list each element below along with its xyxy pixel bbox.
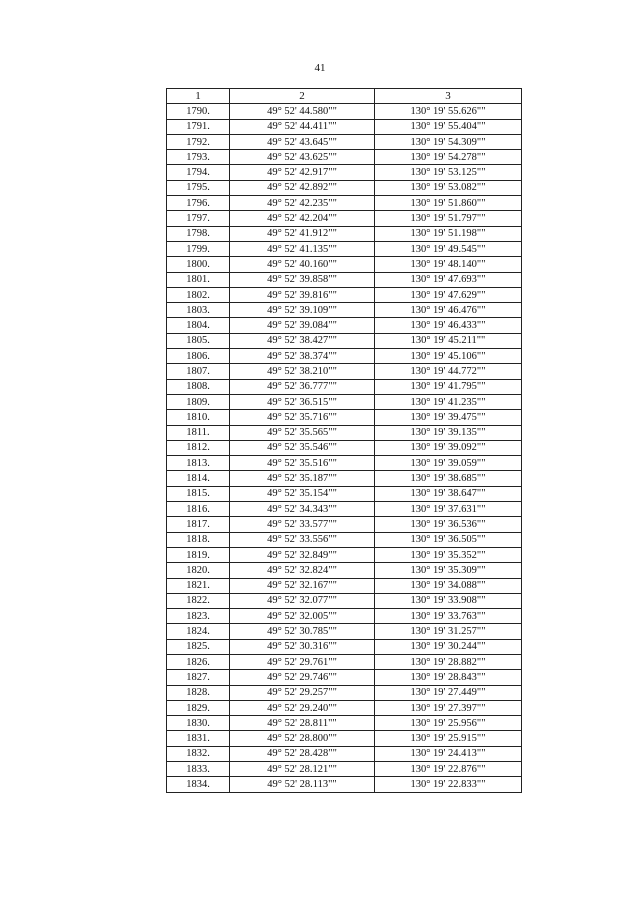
point-number-cell: 1829.: [167, 700, 230, 715]
latitude-cell: 49° 52' 28.811"": [230, 716, 375, 731]
table-row: [167, 456, 522, 471]
longitude-cell: 130° 19' 44.772"": [375, 364, 522, 379]
longitude-cell: 130° 19' 38.647"": [375, 486, 522, 501]
latitude-cell: 49° 52' 34.343"": [230, 502, 375, 517]
longitude-cell: 130° 19' 31.257"": [375, 624, 522, 639]
longitude-cell: 130° 19' 53.125"": [375, 165, 522, 180]
latitude-cell: 49° 52' 29.257"": [230, 685, 375, 700]
point-number-cell: 1801.: [167, 272, 230, 287]
latitude-cell: 49° 52' 36.777"": [230, 379, 375, 394]
table-row: [167, 762, 522, 777]
point-number-cell: 1808.: [167, 379, 230, 394]
longitude-cell: 130° 19' 33.763"": [375, 609, 522, 624]
table-body: [167, 104, 522, 792]
longitude-cell: 130° 19' 49.545"": [375, 241, 522, 256]
latitude-cell: 49° 52' 39.109"": [230, 303, 375, 318]
point-number-cell: 1811.: [167, 425, 230, 440]
latitude-cell: 49° 52' 28.121"": [230, 762, 375, 777]
point-number-cell: 1828.: [167, 685, 230, 700]
point-number-cell: 1831.: [167, 731, 230, 746]
latitude-cell: 49° 52' 28.113"": [230, 777, 375, 792]
latitude-cell: 49° 52' 41.912"": [230, 226, 375, 241]
longitude-cell: 130° 19' 27.397"": [375, 700, 522, 715]
point-number-cell: 1806.: [167, 349, 230, 364]
longitude-cell: 130° 19' 55.404"": [375, 119, 522, 134]
table-row: [167, 731, 522, 746]
page-number: 41: [314, 62, 326, 74]
latitude-cell: 49° 52' 43.625"": [230, 150, 375, 165]
point-number-cell: 1802.: [167, 287, 230, 302]
table-row: [167, 746, 522, 761]
table-row: [167, 257, 522, 272]
longitude-cell: 130° 19' 25.956"": [375, 716, 522, 731]
longitude-cell: 130° 19' 22.876"": [375, 762, 522, 777]
table-row: [167, 700, 522, 715]
point-number-cell: 1825.: [167, 639, 230, 654]
latitude-cell: 49° 52' 30.316"": [230, 639, 375, 654]
longitude-cell: 130° 19' 47.693"": [375, 272, 522, 287]
table-row: [167, 165, 522, 180]
table-row: [167, 532, 522, 547]
table-header-row: [167, 89, 522, 104]
longitude-cell: 130° 19' 36.505"": [375, 532, 522, 547]
point-number-cell: 1800.: [167, 257, 230, 272]
point-number-cell: 1803.: [167, 303, 230, 318]
longitude-cell: 130° 19' 46.433"": [375, 318, 522, 333]
table-row: [167, 364, 522, 379]
longitude-cell: 130° 19' 28.882"": [375, 654, 522, 669]
table-row: [167, 471, 522, 486]
point-number-cell: 1792.: [167, 134, 230, 149]
latitude-cell: 49° 52' 39.816"": [230, 287, 375, 302]
point-number-cell: 1833.: [167, 762, 230, 777]
table-row: [167, 547, 522, 562]
latitude-cell: 49° 52' 35.154"": [230, 486, 375, 501]
table-row: [167, 318, 522, 333]
longitude-cell: 130° 19' 36.536"": [375, 517, 522, 532]
latitude-cell: 49° 52' 29.746"": [230, 670, 375, 685]
point-number-cell: 1797.: [167, 211, 230, 226]
point-number-cell: 1790.: [167, 104, 230, 119]
table-row: [167, 563, 522, 578]
longitude-cell: 130° 19' 38.685"": [375, 471, 522, 486]
table-row: [167, 609, 522, 624]
longitude-cell: 130° 19' 39.059"": [375, 456, 522, 471]
longitude-cell: 130° 19' 54.309"": [375, 134, 522, 149]
point-number-cell: 1793.: [167, 150, 230, 165]
latitude-cell: 49° 52' 41.135"": [230, 241, 375, 256]
table-row: [167, 670, 522, 685]
coordinates-table: [166, 88, 522, 793]
table-row: [167, 654, 522, 669]
point-number-cell: 1827.: [167, 670, 230, 685]
latitude-cell: 49° 52' 35.516"": [230, 456, 375, 471]
table-row: [167, 180, 522, 195]
table-row: [167, 502, 522, 517]
latitude-cell: 49° 52' 28.428"": [230, 746, 375, 761]
table-row: [167, 104, 522, 119]
table-row: [167, 716, 522, 731]
latitude-cell: 49° 52' 39.858"": [230, 272, 375, 287]
latitude-cell: 49° 52' 38.427"": [230, 333, 375, 348]
latitude-cell: 49° 52' 38.210"": [230, 364, 375, 379]
table-row: [167, 211, 522, 226]
latitude-cell: 49° 52' 35.187"": [230, 471, 375, 486]
longitude-cell: 130° 19' 55.626"": [375, 104, 522, 119]
longitude-cell: 130° 19' 28.843"": [375, 670, 522, 685]
point-number-cell: 1812.: [167, 440, 230, 455]
point-number-cell: 1813.: [167, 456, 230, 471]
column-header-3: 3: [375, 89, 522, 104]
point-number-cell: 1822.: [167, 593, 230, 608]
longitude-cell: 130° 19' 39.135"": [375, 425, 522, 440]
table-row: [167, 425, 522, 440]
latitude-cell: 49° 52' 33.556"": [230, 532, 375, 547]
point-number-cell: 1826.: [167, 654, 230, 669]
latitude-cell: 49° 52' 35.546"": [230, 440, 375, 455]
longitude-cell: 130° 19' 51.860"": [375, 196, 522, 211]
point-number-cell: 1819.: [167, 547, 230, 562]
latitude-cell: 49° 52' 32.849"": [230, 547, 375, 562]
latitude-cell: 49° 52' 32.077"": [230, 593, 375, 608]
latitude-cell: 49° 52' 32.005"": [230, 609, 375, 624]
column-header-1: 1: [167, 89, 230, 104]
table-row: [167, 578, 522, 593]
longitude-cell: 130° 19' 51.797"": [375, 211, 522, 226]
latitude-cell: 49° 52' 43.645"": [230, 134, 375, 149]
point-number-cell: 1810.: [167, 410, 230, 425]
latitude-cell: 49° 52' 36.515"": [230, 394, 375, 409]
latitude-cell: 49° 52' 29.761"": [230, 654, 375, 669]
table-row: [167, 440, 522, 455]
table-row: [167, 517, 522, 532]
point-number-cell: 1832.: [167, 746, 230, 761]
table-row: [167, 241, 522, 256]
table-row: [167, 639, 522, 654]
point-number-cell: 1824.: [167, 624, 230, 639]
latitude-cell: 49° 52' 28.800"": [230, 731, 375, 746]
point-number-cell: 1830.: [167, 716, 230, 731]
longitude-cell: 130° 19' 33.908"": [375, 593, 522, 608]
point-number-cell: 1817.: [167, 517, 230, 532]
latitude-cell: 49° 52' 42.235"": [230, 196, 375, 211]
table-row: [167, 777, 522, 792]
point-number-cell: 1796.: [167, 196, 230, 211]
table-row: [167, 226, 522, 241]
longitude-cell: 130° 19' 54.278"": [375, 150, 522, 165]
point-number-cell: 1823.: [167, 609, 230, 624]
longitude-cell: 130° 19' 51.198"": [375, 226, 522, 241]
point-number-cell: 1815.: [167, 486, 230, 501]
longitude-cell: 130° 19' 41.235"": [375, 394, 522, 409]
table-row: [167, 394, 522, 409]
longitude-cell: 130° 19' 53.082"": [375, 180, 522, 195]
table-row: [167, 486, 522, 501]
point-number-cell: 1805.: [167, 333, 230, 348]
latitude-cell: 49° 52' 29.240"": [230, 700, 375, 715]
latitude-cell: 49° 52' 32.167"": [230, 578, 375, 593]
longitude-cell: 130° 19' 37.631"": [375, 502, 522, 517]
point-number-cell: 1807.: [167, 364, 230, 379]
point-number-cell: 1804.: [167, 318, 230, 333]
table-row: [167, 685, 522, 700]
table-row: [167, 134, 522, 149]
longitude-cell: 130° 19' 34.088"": [375, 578, 522, 593]
longitude-cell: 130° 19' 47.629"": [375, 287, 522, 302]
table-row: [167, 333, 522, 348]
point-number-cell: 1798.: [167, 226, 230, 241]
point-number-cell: 1818.: [167, 532, 230, 547]
table-row: [167, 593, 522, 608]
latitude-cell: 49° 52' 35.716"": [230, 410, 375, 425]
table-row: [167, 349, 522, 364]
point-number-cell: 1794.: [167, 165, 230, 180]
table-row: [167, 150, 522, 165]
point-number-cell: 1834.: [167, 777, 230, 792]
longitude-cell: 130° 19' 41.795"": [375, 379, 522, 394]
longitude-cell: 130° 19' 30.244"": [375, 639, 522, 654]
table-row: [167, 272, 522, 287]
latitude-cell: 49° 52' 33.577"": [230, 517, 375, 532]
latitude-cell: 49° 52' 40.160"": [230, 257, 375, 272]
longitude-cell: 130° 19' 24.413"": [375, 746, 522, 761]
table-row: [167, 410, 522, 425]
longitude-cell: 130° 19' 39.475"": [375, 410, 522, 425]
point-number-cell: 1816.: [167, 502, 230, 517]
longitude-cell: 130° 19' 27.449"": [375, 685, 522, 700]
longitude-cell: 130° 19' 48.140"": [375, 257, 522, 272]
latitude-cell: 49° 52' 35.565"": [230, 425, 375, 440]
longitude-cell: 130° 19' 45.106"": [375, 349, 522, 364]
table-row: [167, 196, 522, 211]
latitude-cell: 49° 52' 42.204"": [230, 211, 375, 226]
latitude-cell: 49° 52' 32.824"": [230, 563, 375, 578]
latitude-cell: 49° 52' 30.785"": [230, 624, 375, 639]
latitude-cell: 49° 52' 39.084"": [230, 318, 375, 333]
longitude-cell: 130° 19' 46.476"": [375, 303, 522, 318]
table-row: [167, 379, 522, 394]
latitude-cell: 49° 52' 42.917"": [230, 165, 375, 180]
latitude-cell: 49° 52' 44.411"": [230, 119, 375, 134]
table-row: [167, 287, 522, 302]
longitude-cell: 130° 19' 25.915"": [375, 731, 522, 746]
point-number-cell: 1814.: [167, 471, 230, 486]
latitude-cell: 49° 52' 44.580"": [230, 104, 375, 119]
latitude-cell: 49° 52' 42.892"": [230, 180, 375, 195]
point-number-cell: 1809.: [167, 394, 230, 409]
latitude-cell: 49° 52' 38.374"": [230, 349, 375, 364]
longitude-cell: 130° 19' 22.833"": [375, 777, 522, 792]
longitude-cell: 130° 19' 45.211"": [375, 333, 522, 348]
column-header-2: 2: [230, 89, 375, 104]
longitude-cell: 130° 19' 35.309"": [375, 563, 522, 578]
table-row: [167, 303, 522, 318]
longitude-cell: 130° 19' 35.352"": [375, 547, 522, 562]
point-number-cell: 1791.: [167, 119, 230, 134]
point-number-cell: 1821.: [167, 578, 230, 593]
table-row: [167, 119, 522, 134]
point-number-cell: 1820.: [167, 563, 230, 578]
point-number-cell: 1795.: [167, 180, 230, 195]
point-number-cell: 1799.: [167, 241, 230, 256]
table-row: [167, 624, 522, 639]
longitude-cell: 130° 19' 39.092"": [375, 440, 522, 455]
